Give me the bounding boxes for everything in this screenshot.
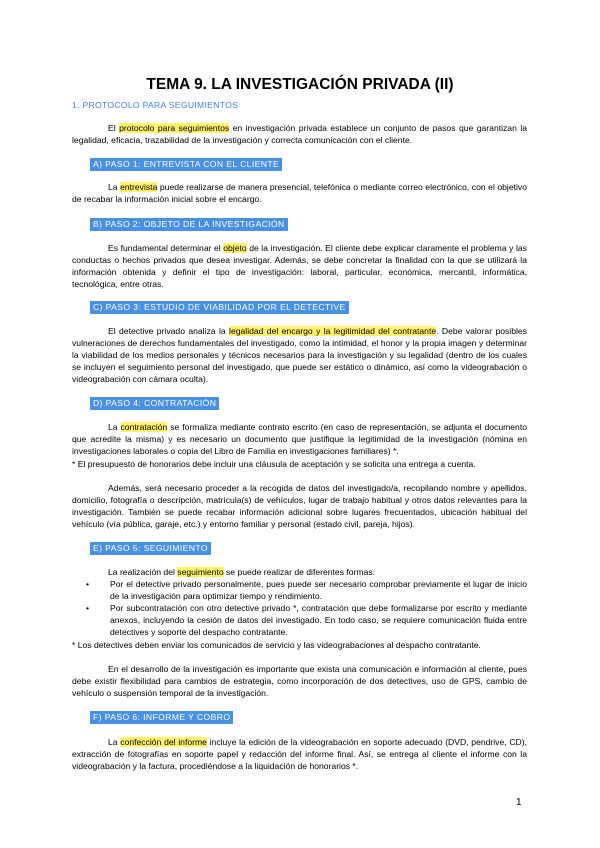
list-item [72,602,527,638]
list-item [72,578,527,602]
step-d-para2-text: Además, será necesario proceder a la recogida de datos del investigado/a, recopilando nombre y apellidos, domicilio, fotografía o descripción, matrícula(s) de vehículos, lugar de trabajo habitual y otros datos relevantes para la investigación. También se puede recabar información adicional sobre lugares frecuentados, ubicación habitual del vehículo (vía pública, garaje, etc.) y entorno familiar y personal (estado civil, pareja, hijos). [72,483,527,530]
step-c-text-post: . Debe valorar posibles vulneraciones de derechos fundamentales del investigado, como la intimidad, el honor y la propia imagen y determinar la viabilidad de los medios personales y técnicos necesarios para la investigación y su legalidad (dentro de los cuales se incluyen el seguimiento personal del investigado, que puede ser estático o dinámico, así como la videograbación o videograbación con cámara oculta). [72,326,527,385]
step-b-paragraph [72,242,527,290]
step-d-header: D) PASO 4: CONTRATACIÓN [90,397,219,410]
bullet-text: Por el detective privado personalmente, pues puede ser necesario comprobar previamente el lugar de inicio de la investigación para optimizar tiempo y rendimiento. [110,579,527,602]
step-e-text-post: se puede realizar de diferentes formas: [223,567,376,577]
step-a-text-pre: La [108,182,121,192]
bullet-icon: • [86,603,90,614]
step-d-text-post: se formaliza mediante contrato escrito (en caso de representación, se adjunta el documento que acredite la misma) y es necesario un documento que justifique la legitimidad de la investigación (nómina en investigaciones laborales o copia del Libro de Familia en investigaciones familiares) *. [72,422,527,457]
section-heading: 1. PROTOCOLO PARA SEGUIMIENTOS [72,100,239,110]
step-d-paragraph [72,421,527,457]
intro-paragraph [72,122,527,146]
highlight-informe: confección del informe [120,737,207,747]
step-e-note: * Los detectives deben enviar los comunicados de servicio y las videograbaciones al despacho contratante. [72,640,481,650]
intro-text-post: en investigación privada establece un conjunto de pasos que garantizan la legalidad, eficacia, trazabilidad de la investigación y correcta comunicación con el cliente. [72,123,528,146]
highlight-protocolo: protocolo para seguimientos [119,123,230,133]
step-d-text-pre: La [108,422,121,432]
document-title: TEMA 9. LA INVESTIGACIÓN PRIVADA (II) [146,76,454,93]
step-f-header: F) PASO 6: INFORME Y COBRO [90,711,233,724]
step-a-paragraph [72,181,527,205]
step-e-paragraph [72,566,527,578]
highlight-legalidad: legalidad del encargo y la legitimidad del contratante [229,326,437,336]
step-c-paragraph [72,325,527,385]
highlight-seguimiento: seguimiento [177,567,224,577]
step-e-paragraph-2 [72,663,527,699]
step-d-paragraph-2 [72,482,527,530]
step-e-text-pre: La realización del [108,567,178,577]
intro-text-pre: El [108,123,120,133]
bullet-text: Por subcontratación con otro detective privado *, contratación que debe formalizarse por escrito y mediante anexos, incluyendo la cesión de datos del investigado. En todo caso, se requiere comunicación fluida entre detectives y soporte del despacho contratante. [110,603,527,638]
step-e-header: E) PASO 5: SEGUIMIENTO [90,542,211,555]
step-e-bullet-list [72,578,527,638]
step-f-text-pre: La [108,737,121,747]
step-a-text-post: puede realizarse de manera presencial, telefónica o mediante correo electrónico, con el objetivo de recabar la información inicial sobre el encargo. [72,182,527,205]
step-b-text-pre: Es fundamental determinar el [108,243,224,253]
step-e-para2-text: En el desarrollo de la investigación es importante que exista una comunicación e información al cliente, pues debe existir flexibilidad para cambios de estrategia, como incorporación de dos detectives, uso de GPS, cambio de vehículo o suspensión temporal de la investigación. [72,664,527,699]
step-d-note: * El presupuesto de honorarios debe incluir una cláusula de aceptación y se solicita una entrega a cuenta. [72,459,476,469]
step-c-text-pre: El detective privado analiza la [108,326,230,336]
highlight-entrevista: entrevista [120,182,158,192]
highlight-objeto: objeto [223,243,247,253]
highlight-contratacion: contratación [120,422,168,432]
step-f-paragraph [72,736,527,772]
step-b-text-post: de la investigación. El cliente debe explicar claramente el problema y las conductas o hechos privados que desea investigar. Además, se debe concretar la finalidad con la que se utilizará la información obtenida y definir el tipo de investigación: laboral, particular, económica, mercantil, informática, tecnológica, entre otras. [72,243,527,290]
page-number: 1 [516,797,522,808]
step-c-header: C) PASO 3: ESTUDIO DE VIABILIDAD POR EL DETECTIVE [90,301,349,314]
step-a-header: A) PASO 1: ENTREVISTA CON EL CLIENTE [90,158,282,171]
step-f-text-post: incluye la edición de la videograbación en soporte adecuado (DVD, pendrive, CD), extracción de fotografías en soporte papel y redacción del informe final. Así, se entrega al cliente el informe con la videograbación y la factura, procediéndose a la liquidación de honorarios *. [72,737,528,772]
bullet-icon: • [86,579,90,589]
step-b-header: B) PASO 2: OBJETO DE LA INVESTIGACIÓN [90,218,288,231]
